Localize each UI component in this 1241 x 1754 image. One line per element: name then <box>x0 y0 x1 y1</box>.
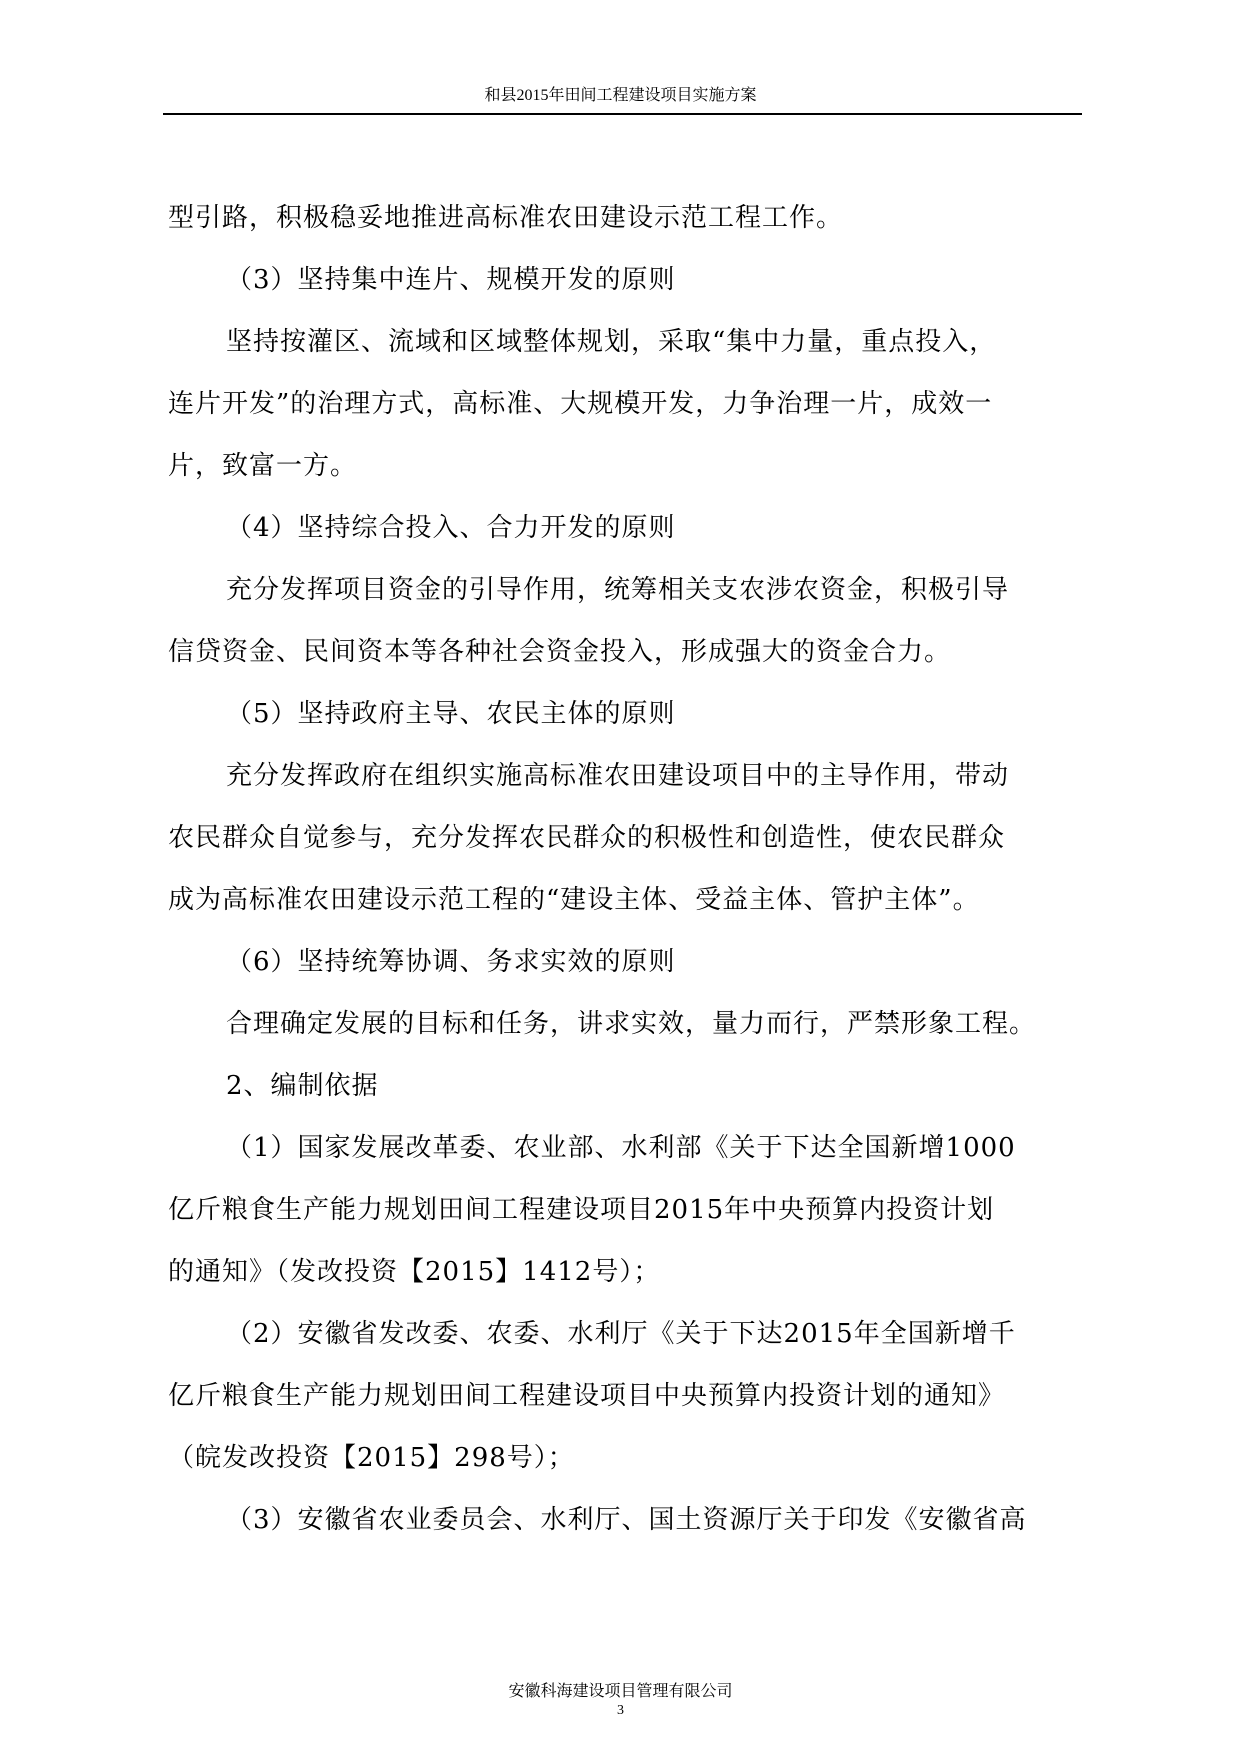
body-line: 片，致富一方。 <box>168 451 358 481</box>
reference-item: （3）安徽省农业委员会、水利厅、国土资源厅关于印发《安徽省高 <box>226 1505 1027 1535</box>
body-line: 合理确定发展的目标和任务，讲求实效，量力而行，严禁形象工程。 <box>226 1009 1037 1039</box>
body-line: 充分发挥政府在组织实施高标准农田建设项目中的主导作用，带动 <box>226 761 1010 791</box>
body-line: 农民群众自觉参与，充分发挥农民群众的积极性和创造性，使农民群众 <box>168 823 1006 853</box>
section-heading: （3）坚持集中连片、规模开发的原则 <box>226 265 676 295</box>
reference-item: （1）国家发展改革委、农业部、水利部《关于下达全国新增1000 <box>226 1133 1016 1163</box>
section-heading: （5）坚持政府主导、农民主体的原则 <box>226 699 676 729</box>
section-heading: （6）坚持统筹协调、务求实效的原则 <box>226 947 676 977</box>
reference-item: 亿斤粮食生产能力规划田间工程建设项目中央预算内投资计划的通知》 <box>168 1381 1006 1411</box>
reference-item: 亿斤粮食生产能力规划田间工程建设项目2015年中央预算内投资计划 <box>168 1195 995 1225</box>
footer-company-name: 安徽科海建设项目管理有限公司 <box>508 1681 733 1700</box>
document-body <box>168 187 1081 1551</box>
section-heading: （4）坚持综合投入、合力开发的原则 <box>226 513 676 543</box>
reference-item: （皖发改投资【2015】298号）； <box>168 1443 575 1473</box>
header-divider <box>163 113 1082 115</box>
body-line: 充分发挥项目资金的引导作用，统筹相关支农涉农资金，积极引导 <box>226 575 1010 605</box>
body-line: 型引路，积极稳妥地推进高标准农田建设示范工程工作。 <box>168 203 844 233</box>
body-line: 连片开发”的治理方式，高标准、大规模开发，力争治理一片，成效一 <box>168 389 993 419</box>
section-heading: 2、编制依据 <box>226 1071 379 1101</box>
body-line: 成为高标准农田建设示范工程的“建设主体、受益主体、管护主体”。 <box>168 885 980 915</box>
page-number: 3 <box>617 1703 624 1718</box>
reference-item: （2）安徽省发改委、农委、水利厅《关于下达2015年全国新增千 <box>226 1319 1016 1349</box>
reference-item: 的通知》（发改投资【2015】1412号）； <box>168 1257 661 1287</box>
body-line: 信贷资金、民间资本等各种社会资金投入，形成强大的资金合力。 <box>168 637 952 667</box>
body-line: 坚持按灌区、流域和区域整体规划，采取“集中力量，重点投入， <box>226 327 997 357</box>
page-header-title: 和县2015年田间工程建设项目实施方案 <box>484 87 757 104</box>
